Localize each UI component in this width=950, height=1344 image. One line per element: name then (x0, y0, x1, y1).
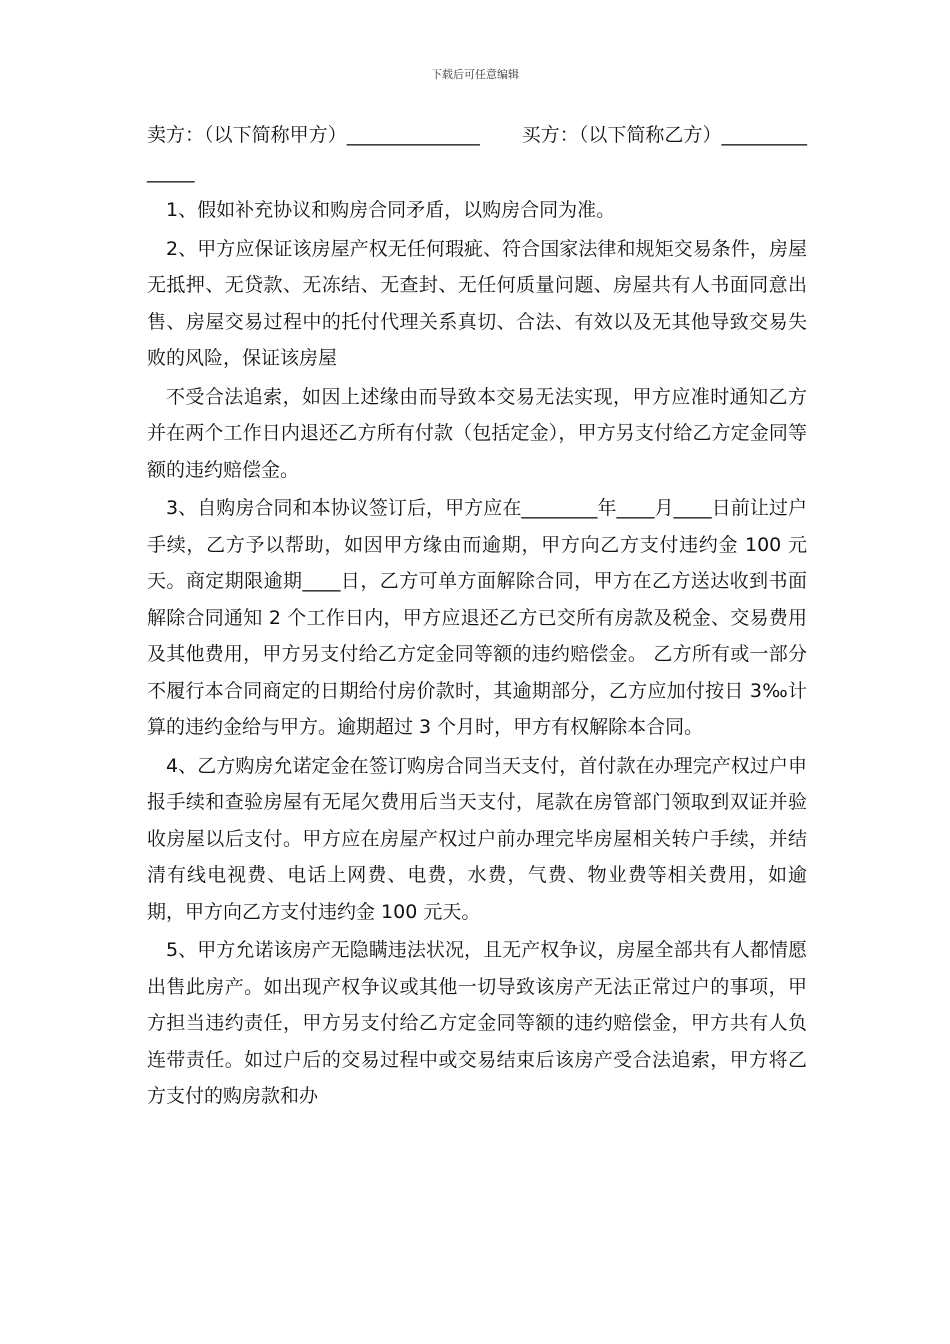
clause-2: 2、甲方应保证该房屋产权无任何瑕疵、符合国家法律和规矩交易条件，房屋无抵押、无贷款、无冻结、无查封、无任何质量问题、房屋共有人书面同意出售、房屋交易过程中的托付代理关系真切、合法、有效以及无其他导致交易失败的风险，保证该房屋 (147, 237, 807, 369)
clause-3: 3、自购房合同和本协议签订后，甲方应在________年____月____日前让过户手续，乙方予以帮助，如因甲方缘由而逾期，甲方向乙方支付违约金 100 元天。商定期限逾期____日，乙方可单方面解除合同，甲方在乙方送达收到书面解除合同通知 2 个工作日内，甲方应退还乙方已交所有房款及税金、交易费用及其他费用，甲方另支付给乙方定金同等额的违约赔偿金。 乙方所有或一部分不履行本合同商定的日期给付房价款时，其逾期部分，乙方应加付按日 3‰计算的违约金给与甲方。逾期超过 3 个月时，甲方有权解除本合同。 (147, 497, 807, 738)
parties-line (147, 117, 807, 190)
contract-body (147, 117, 807, 1117)
buyer-field[interactable]: 买方：（以下简称乙方）______________ (147, 124, 807, 183)
clause-1: 1、假如补充协议和购房合同矛盾，以购房合同为准。 (166, 199, 616, 221)
clause-5: 5、甲方允诺该房产无隐瞒违法状况，且无产权争议，房屋全部共有人都情愿出售此房产。如出现产权争议或其他一切导致该房产无法正常过户的事项，甲方担当违约责任，甲方另支付给乙方定金同等额的违约赔偿金，甲方共有人负连带责任。如过户后的交易过程中或交易结束后该房产受合法追索，甲方将乙方支付的购房款和办 (147, 939, 807, 1107)
clause-4: 4、乙方购房允诺定金在签订购房合同当天支付，首付款在办理完产权过户申报手续和查验房屋有无尾欠费用后当天支付，尾款在房管部门领取到双证并验收房屋以后支付。甲方应在房屋产权过户前办理完毕房屋相关转户手续，并结清有线电视费、电话上网费、电费，水费，气费、物业费等相关费用，如逾期，甲方向乙方支付违约金 100 元天。 (147, 754, 807, 923)
page-header-note: 下载后可任意编辑 (431, 68, 519, 81)
seller-field[interactable]: 卖方：（以下简称甲方）______________ (147, 124, 480, 146)
clause-2-continued: 不受合法追索，如因上述缘由而导致本交易无法实现，甲方应准时通知乙方并在两个工作日内退还乙方所有付款（包括定金），甲方另支付给乙方定金同等额的违约赔偿金。 (147, 385, 807, 481)
